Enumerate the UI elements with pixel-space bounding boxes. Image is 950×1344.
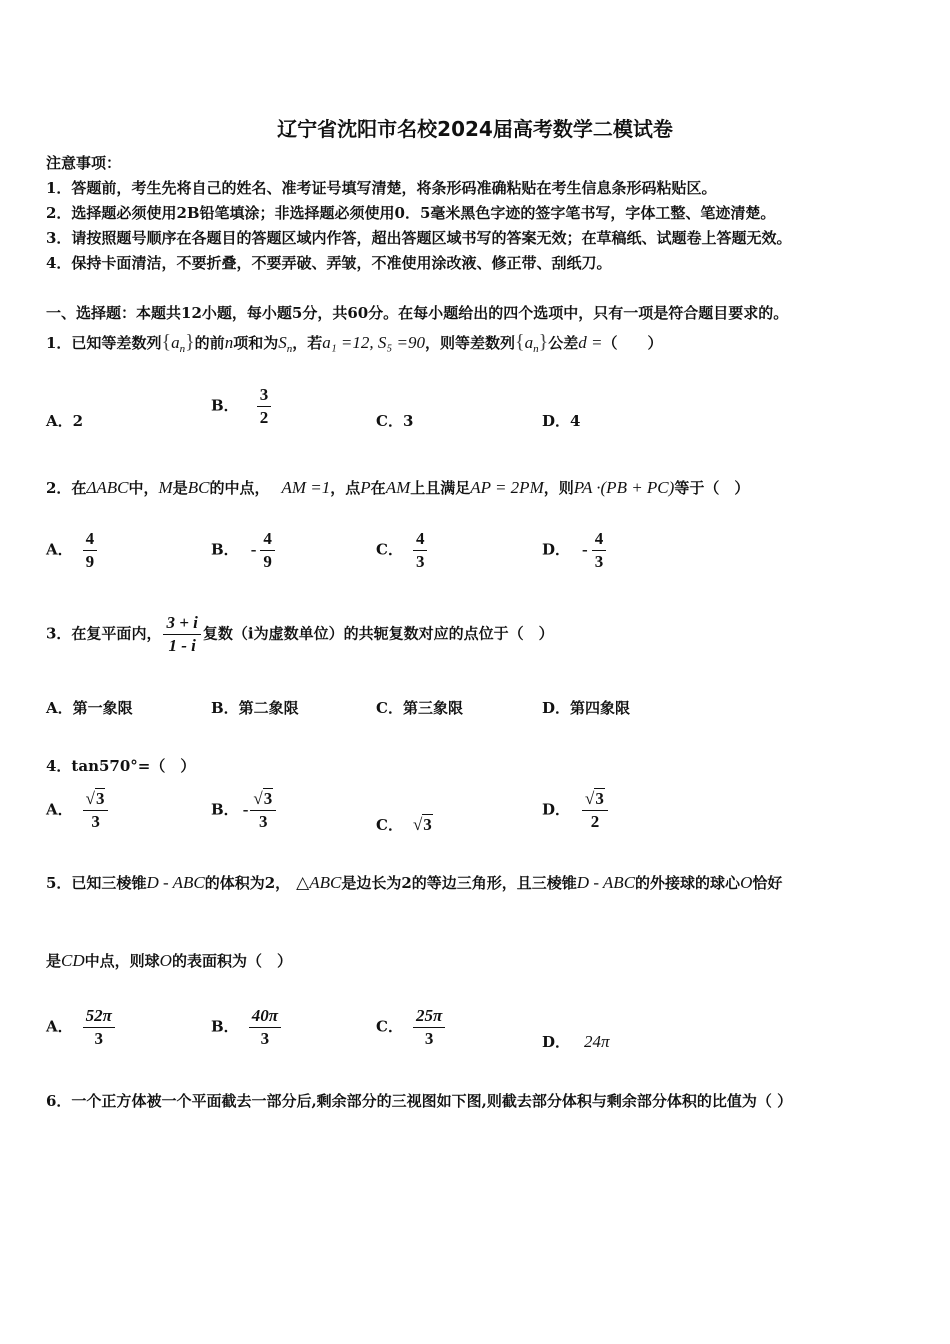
q2-option-c: C． $\frac{4}{3}$ [376,528,427,573]
question-4: 4．tan570°=（ ） [46,757,196,775]
section-heading: 一、选择题：本题共12小题，每小题5分，共60分。在每小题给出的四个选项中，只有一项是符合题目要求的。 [46,304,789,322]
q5-option-d: D． 24π [542,1032,610,1051]
question-5-line-1: 5．已知三棱锥D - ABC的体积为2， △ABC是边长为2的等边三角形，且三棱锥D - ABC的外接球的球心O恰好 [46,873,783,892]
q4-option-a: A． $\frac{√3}{3}$ [46,788,108,833]
q5-option-c: C． $\frac{25\pi}{3}$ [376,1005,445,1050]
q2-option-a: A． $\frac{4}{9}$ [46,528,97,573]
q2-option-b: B． - $\frac{4}{9}$ [211,528,275,573]
page-title: 辽宁省沈阳市名校2024届高考数学二模试卷 [277,117,673,141]
question-2: 2．在ΔABC中，M是BC的中点， AM =1，点P在AM上且满足AP = 2PM，则PA ·(PB + PC)等于（ ） [46,478,750,497]
q1-option-c: C．3 [376,412,414,430]
q1-option-a: A．2 [46,412,84,430]
q1-option-b: B． $\frac{3}{2}$ [211,384,271,429]
question-3: 3．在复平面内， $\frac{3 + i}{1 - i}$ 复数（i为虚数单位）的共轭复数对应的点位于（ ） [46,613,554,655]
notice-item-2: 2．选择题必须使用2B铅笔填涂；非选择题必须使用0．5毫米黑色字迹的签字笔书写，字体工整、笔迹清楚。 [46,204,776,222]
q5-option-b: B． $\frac{40\pi}{3}$ [211,1005,281,1050]
question-5-line-2: 是CD中点，则球O的表面积为（ ） [46,951,292,970]
q4-option-c: C． √3 [376,815,432,834]
q3-option-a: A．第一象限 [46,699,133,717]
q2-option-d: D． - $\frac{4}{3}$ [542,528,606,573]
q3-option-d: D．第四象限 [542,699,631,717]
notice-item-1: 1．答题前，考生先将自己的姓名、准考证号填写清楚，将条形码准确粘贴在考生信息条形码粘贴区。 [46,179,717,197]
question-1: 1．已知等差数列$\{a_n\}$的前n项和为$S_n$，若a₁ =12, S₅ =90，则等差数列$\{a_n\}$公差d =（ ） [46,331,663,355]
q1-option-d: D．4 [542,412,581,430]
notice-heading: 注意事项： [46,154,122,172]
q5-option-a: A． $\frac{52\pi}{3}$ [46,1005,115,1050]
q3-option-c: C．第三象限 [376,699,463,717]
q3-option-b: B．第二象限 [211,699,299,717]
q4-option-d: D． $\frac{√3}{2}$ [542,788,608,833]
notice-item-4: 4．保持卡面清洁，不要折叠，不要弄破、弄皱，不准使用涂改液、修正带、刮纸刀。 [46,254,612,272]
notice-item-3: 3．请按照题号顺序在各题目的答题区域内作答，超出答题区域书写的答案无效；在草稿纸、试题卷上答题无效。 [46,229,792,247]
q4-option-b: B． - $\frac{√3}{3}$ [211,788,276,833]
question-6: 6．一个正方体被一个平面截去一部分后,剩余部分的三视图如下图,则截去部分体积与剩余部分体积的比值为（ ） [46,1092,793,1110]
